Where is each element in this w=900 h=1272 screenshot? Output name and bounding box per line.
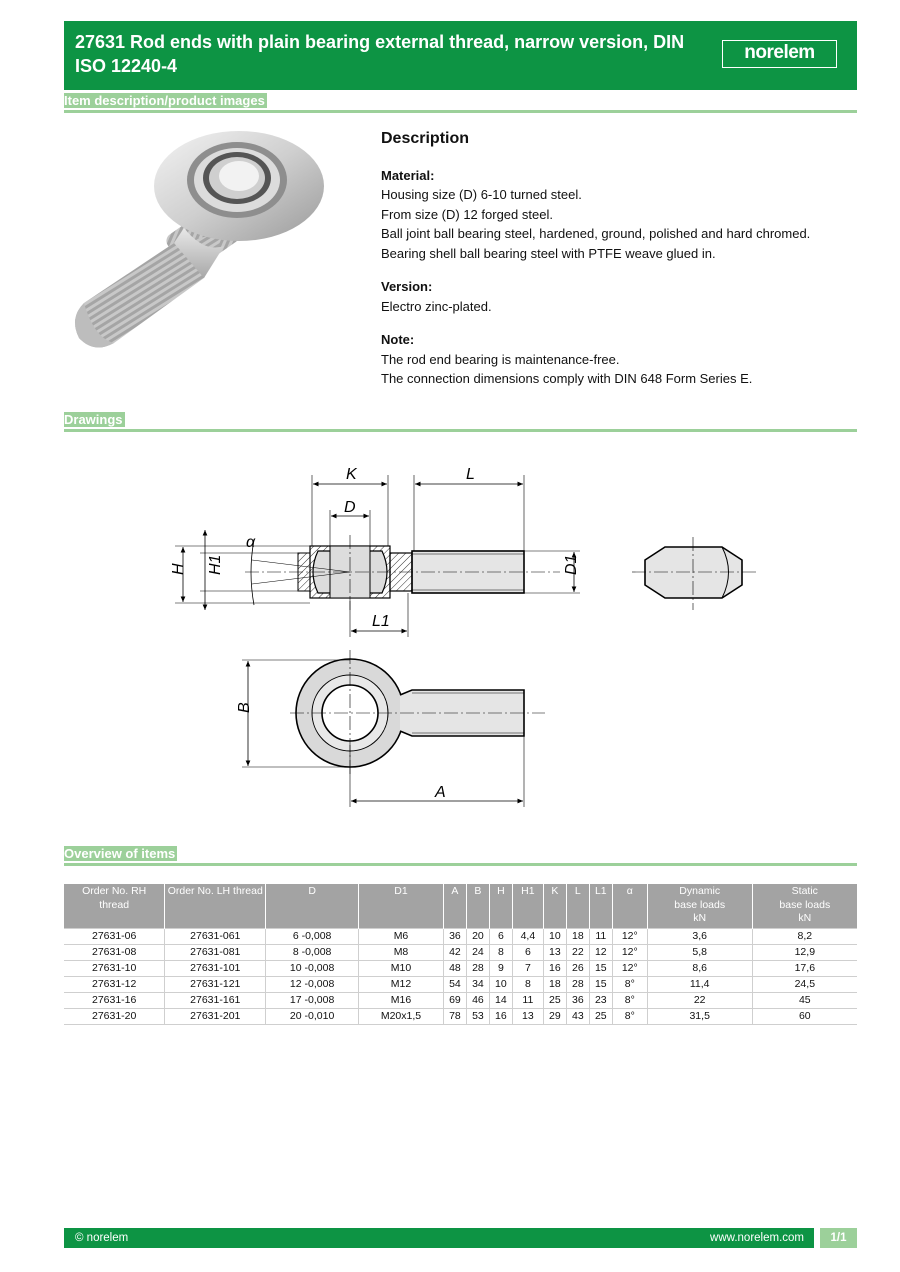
material-label: Material:	[381, 167, 435, 183]
table-row	[64, 960, 857, 976]
section-divider	[64, 863, 857, 866]
cell-rh: 27631-06	[64, 928, 165, 944]
table-row	[64, 928, 857, 944]
cell-d: 10 -0,008	[266, 960, 359, 976]
cell-h1: 11	[512, 992, 543, 1008]
section-divider	[64, 429, 857, 432]
page-number: 1/1	[820, 1228, 857, 1248]
col-header: L1	[589, 884, 612, 928]
cell-l: 26	[566, 960, 589, 976]
cell-b: 24	[466, 944, 489, 960]
page-header	[64, 21, 857, 90]
product-image	[64, 128, 324, 358]
cell-b: 28	[466, 960, 489, 976]
cell-d: 8 -0,008	[266, 944, 359, 960]
cell-alpha: 8°	[612, 1008, 647, 1024]
table-row	[64, 992, 857, 1008]
cell-h: 6	[489, 928, 512, 944]
col-header: D	[266, 884, 359, 928]
cell-h1: 4,4	[512, 928, 543, 944]
cell-l: 22	[566, 944, 589, 960]
cell-a: 69	[443, 992, 466, 1008]
cell-b: 46	[466, 992, 489, 1008]
label-B: B	[236, 702, 253, 713]
table-row	[64, 1008, 857, 1024]
col-header: Order No. RH thread	[64, 884, 165, 928]
section-divider	[64, 110, 857, 113]
cell-l1: 12	[589, 944, 612, 960]
cell-lh: 27631-161	[165, 992, 266, 1008]
cell-k: 18	[543, 976, 566, 992]
cell-h: 14	[489, 992, 512, 1008]
col-header: Order No. LH thread	[165, 884, 266, 928]
col-header: H1	[512, 884, 543, 928]
cell-d: 17 -0,008	[266, 992, 359, 1008]
cell-a: 48	[443, 960, 466, 976]
cell-lh: 27631-061	[165, 928, 266, 944]
section-title-item-description: Item description/product images	[64, 93, 265, 108]
cell-l1: 23	[589, 992, 612, 1008]
col-header-dynamic: Dynamic base loads kN	[647, 884, 752, 928]
label-alpha: α	[246, 534, 256, 551]
cell-k: 13	[543, 944, 566, 960]
cell-b: 34	[466, 976, 489, 992]
cell-d1: M8	[359, 944, 444, 960]
cell-stat: 12,9	[752, 944, 857, 960]
cell-l1: 15	[589, 976, 612, 992]
cell-dyn: 11,4	[647, 976, 752, 992]
col-header: K	[543, 884, 566, 928]
cell-stat: 45	[752, 992, 857, 1008]
cell-lh: 27631-201	[165, 1008, 266, 1024]
cell-alpha: 12°	[612, 928, 647, 944]
version-line: Electro zinc-plated.	[381, 298, 492, 314]
cell-dyn: 22	[647, 992, 752, 1008]
cell-stat: 8,2	[752, 928, 857, 944]
material-line: Bearing shell ball bearing steel with PTFE weave glued in.	[381, 245, 716, 261]
table-header-row	[64, 884, 857, 928]
label-H1: H1	[207, 554, 224, 575]
col-header: α	[612, 884, 647, 928]
technical-drawing	[150, 455, 770, 820]
cell-l: 36	[566, 992, 589, 1008]
cell-h: 16	[489, 1008, 512, 1024]
cell-lh: 27631-081	[165, 944, 266, 960]
material-line: Ball joint ball bearing steel, hardened, ground, polished and hard chromed.	[381, 226, 811, 241]
cell-lh: 27631-101	[165, 960, 266, 976]
cell-dyn: 31,5	[647, 1008, 752, 1024]
items-table	[64, 884, 857, 1025]
cell-k: 16	[543, 960, 566, 976]
cell-l1: 15	[589, 960, 612, 976]
label-A: A	[435, 784, 446, 801]
cell-d1: M10	[359, 960, 444, 976]
cell-d1: M16	[359, 992, 444, 1008]
cell-rh: 27631-12	[64, 976, 165, 992]
note-label: Note:	[381, 332, 415, 347]
cell-rh: 27631-10	[64, 960, 165, 976]
cell-alpha: 12°	[612, 944, 647, 960]
cell-h: 10	[489, 976, 512, 992]
norelem-logo: norelem	[722, 40, 837, 68]
cell-dyn: 3,6	[647, 928, 752, 944]
note-line: The connection dimensions comply with DIN 648 Form Series E.	[381, 371, 753, 386]
label-L: L	[466, 466, 475, 483]
cell-rh: 27631-16	[64, 992, 165, 1008]
label-D: D	[344, 499, 356, 516]
col-header: D1	[359, 884, 444, 928]
website-link[interactable]: www.norelem.com	[710, 1232, 804, 1244]
cell-d: 6 -0,008	[266, 928, 359, 944]
col-header: L	[566, 884, 589, 928]
cell-l: 28	[566, 976, 589, 992]
cell-rh: 27631-20	[64, 1008, 165, 1024]
col-header: H	[489, 884, 512, 928]
label-H: H	[170, 563, 187, 575]
col-header: A	[443, 884, 466, 928]
cell-l1: 25	[589, 1008, 612, 1024]
col-header-static: Static base loads kN	[752, 884, 857, 928]
page-footer	[64, 1228, 814, 1248]
cell-dyn: 5,8	[647, 944, 752, 960]
cell-a: 36	[443, 928, 466, 944]
cell-d1: M12	[359, 976, 444, 992]
cell-stat: 17,6	[752, 960, 857, 976]
cell-d1: M20x1,5	[359, 1008, 444, 1024]
cell-alpha: 12°	[612, 960, 647, 976]
cell-h: 8	[489, 944, 512, 960]
cell-b: 53	[466, 1008, 489, 1024]
cell-rh: 27631-08	[64, 944, 165, 960]
material-line: Housing size (D) 6-10 turned steel.	[381, 187, 582, 202]
page-title: 27631 Rod ends with plain bearing external thread, narrow version, DIN ISO 12240-4	[75, 32, 685, 76]
cell-h1: 7	[512, 960, 543, 976]
cell-dyn: 8,6	[647, 960, 752, 976]
cell-k: 10	[543, 928, 566, 944]
cell-alpha: 8°	[612, 976, 647, 992]
cell-d1: M6	[359, 928, 444, 944]
cell-l1: 11	[589, 928, 612, 944]
cell-h1: 6	[512, 944, 543, 960]
cell-stat: 60	[752, 1008, 857, 1024]
description-block	[381, 128, 851, 389]
cell-a: 54	[443, 976, 466, 992]
cell-d: 12 -0,008	[266, 976, 359, 992]
cell-l: 18	[566, 928, 589, 944]
cell-alpha: 8°	[612, 992, 647, 1008]
label-L1: L1	[372, 613, 390, 630]
cell-lh: 27631-121	[165, 976, 266, 992]
cell-stat: 24,5	[752, 976, 857, 992]
cell-d: 20 -0,010	[266, 1008, 359, 1024]
col-header: B	[466, 884, 489, 928]
cell-h1: 8	[512, 976, 543, 992]
label-D1: D1	[563, 554, 580, 575]
section-title-overview: Overview of items	[64, 846, 176, 861]
table-row	[64, 976, 857, 992]
cell-l: 43	[566, 1008, 589, 1024]
cell-a: 78	[443, 1008, 466, 1024]
material-line: From size (D) 12 forged steel.	[381, 206, 553, 222]
cell-h: 9	[489, 960, 512, 976]
cell-k: 25	[543, 992, 566, 1008]
cell-k: 29	[543, 1008, 566, 1024]
table-row	[64, 944, 857, 960]
version-label: Version:	[381, 279, 433, 294]
section-title-drawings: Drawings	[64, 412, 123, 427]
cell-b: 20	[466, 928, 489, 944]
copyright: © norelem	[75, 1232, 129, 1244]
label-K: K	[346, 466, 357, 483]
note-line: The rod end bearing is maintenance-free.	[381, 351, 620, 367]
cell-h1: 13	[512, 1008, 543, 1024]
description-heading: Description	[381, 130, 470, 147]
cell-a: 42	[443, 944, 466, 960]
